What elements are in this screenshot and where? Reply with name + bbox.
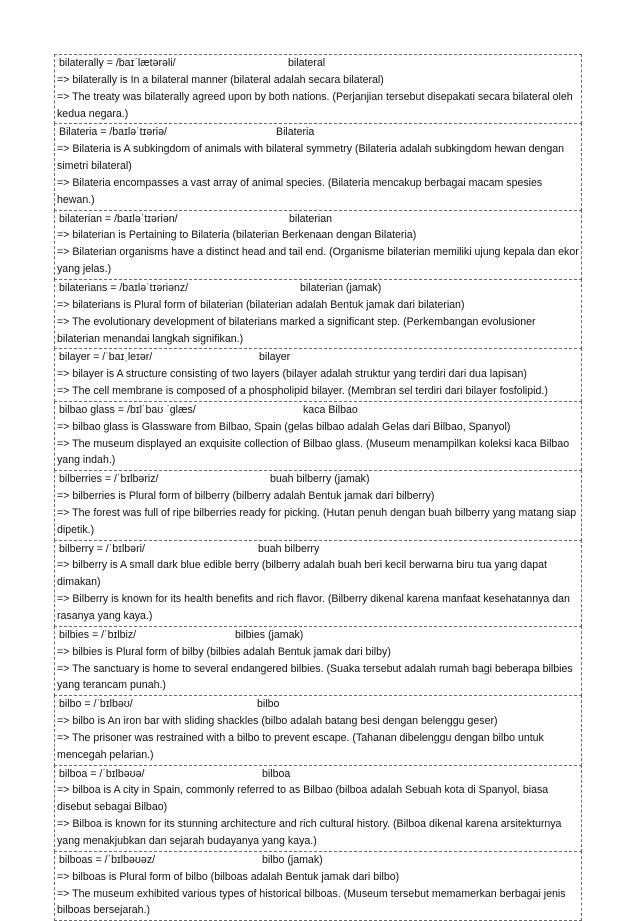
dictionary-entry <box>54 851 582 921</box>
entry-translation: kaca Bilbao <box>303 403 358 416</box>
entry-headword-pronunciation: bilbies = /ˈbɪlbiz/ <box>59 628 137 641</box>
entry-headword-pronunciation: bilboas = /ˈbɪlbəʊəz/ <box>59 853 156 866</box>
entry-header <box>57 55 579 72</box>
entry-translation: bilbo <box>257 698 280 711</box>
entry-headword-pronunciation: bilberry = /ˈbɪlbəri/ <box>59 542 145 555</box>
entry-definition: => bilaterian is Pertaining to Bilateria (bilaterian Berkenaan dengan Bilateria) <box>57 229 417 242</box>
entry-translation: bilaterian (jamak) <box>300 281 382 294</box>
entry-example-sentence: => The prisoner was restrained with a bilbo to prevent escape. (Tahanan dibelenggu dengan bilbo untuk mencegah pelarian.) <box>57 731 544 761</box>
entry-header <box>57 124 579 141</box>
entry-headword-pronunciation: bilaterians = /baɪləˈtɪəriənz/ <box>59 281 189 294</box>
entry-translation: bilateral <box>288 57 326 69</box>
entry-header <box>57 627 579 644</box>
dictionary-entry-list <box>54 55 582 921</box>
entry-example-sentence: => The evolutionary development of bilaterians marked a significant step. (Perkembangan evolusioner bilaterian menandai langkah signifikan.) <box>57 315 536 345</box>
entry-definition: => bilaterians is Plural form of bilaterian (bilaterian adalah Bentuk jamak dari bilaterian) <box>57 298 465 311</box>
entry-translation: Bilateria <box>276 126 315 139</box>
entry-definition: => bilboas is Plural form of bilbo (bilboas adalah Bentuk jamak dari bilbo) <box>57 870 400 883</box>
entry-header <box>57 211 579 228</box>
entry-headword-pronunciation: bilbao glass = /bɪlˈbaʊ ˈɡlæs/ <box>59 403 196 416</box>
dictionary-entry <box>54 695 582 765</box>
entry-header <box>57 696 579 713</box>
dictionary-entry <box>54 210 582 280</box>
entry-example-sentence: => The forest was full of ripe bilberries ready for picking. (Hutan penuh dengan buah bilberry yang matang siap dipetik.) <box>57 506 577 536</box>
entry-example-sentence: => Bilboa is known for its stunning architecture and rich cultural history. (Bilboa dikenal karena arsitekturnya yang menakjubkan dan sejarah budayanya yang kaya.) <box>57 818 562 847</box>
dictionary-entry <box>54 401 582 471</box>
entry-header <box>57 541 579 558</box>
entry-headword-pronunciation: bilberries = /ˈbɪlbəriz/ <box>59 473 159 486</box>
entry-headword-pronunciation: bilbo = /ˈbɪlbəʊ/ <box>59 698 133 711</box>
entry-headword-pronunciation: Bilateria = /baɪləˈtɪəriə/ <box>59 126 167 139</box>
dictionary-entry <box>54 470 582 540</box>
entry-example-sentence: => Bilaterian organisms have a distinct head and tail end. (Organisme bilaterian memiliki ujung kepala dan ekor yang jelas.) <box>57 246 579 276</box>
entry-header <box>57 402 579 419</box>
dictionary-entry <box>54 123 582 210</box>
entry-example-sentence: => The sanctuary is home to several endangered bilbies. (Suaka tersebut adalah rumah bagi beberapa bilbies yang terancam punah.) <box>57 662 573 692</box>
entry-example-sentence: => The museum displayed an exquisite collection of Bilbao glass. (Museum menampilkan koleksi kaca Bilbao yang indah.) <box>57 437 570 467</box>
entry-example-sentence: => Bilateria encompasses a vast array of animal species. (Bilateria mencakup berbagai macam spesies hewan.) <box>57 176 543 206</box>
entry-example-sentence: => The museum exhibited various types of historical bilboas. (Museum tersebut memamerkan berbagai jenis bilboas bersejarah.) <box>57 887 566 917</box>
entry-definition: => bilayer is A structure consisting of two layers (bilayer adalah struktur yang terdiri dari dua lapisan) <box>57 368 527 381</box>
dictionary-entry <box>54 348 582 402</box>
entry-header <box>57 471 579 488</box>
entry-headword-pronunciation: bilaterian = /baɪləˈtɪəriən/ <box>59 212 178 225</box>
entry-translation: bilboa <box>262 767 291 780</box>
entry-translation: bilbies (jamak) <box>235 628 304 641</box>
entry-header <box>57 280 579 297</box>
dictionary-entry <box>54 54 582 124</box>
entry-header <box>57 852 579 869</box>
entry-definition: => bilberry is A small dark blue edible berry (bilberry adalah buah beri kecil berwarna biru tua yang dapat dimakan) <box>57 559 547 589</box>
entry-definition: => bilberries is Plural form of bilberry (bilberry adalah Bentuk jamak dari bilberry) <box>57 490 435 503</box>
entry-header <box>57 349 579 366</box>
entry-headword-pronunciation: bilboa = /ˈbɪlbəʊə/ <box>59 767 145 780</box>
entry-definition: => Bilateria is A subkingdom of animals with bilateral symmetry (Bilateria adalah subkingdom hewan dengan simetri bilateral) <box>57 143 565 173</box>
dictionary-entry <box>54 279 582 349</box>
entry-header <box>57 766 579 783</box>
entry-translation: buah bilberry <box>258 542 320 555</box>
dictionary-entry <box>54 765 582 852</box>
entry-example-sentence: => The cell membrane is composed of a phospholipid bilayer. (Membran sel terdiri dari bilayer fosfolipid.) <box>57 385 548 398</box>
entry-definition: => bilbies is Plural form of bilby (bilbies adalah Bentuk jamak dari bilby) <box>57 645 391 658</box>
entry-example-sentence: => Bilberry is known for its health benefits and rich flavor. (Bilberry dikenal karena manfaat kesehatannya dan rasanya yang kaya.) <box>57 593 570 622</box>
dictionary-entry <box>54 540 582 627</box>
entry-headword-pronunciation: bilaterally = /baɪˈlætərəli/ <box>59 57 176 69</box>
entry-definition: => bilbao glass is Glassware from Bilbao, Spain (gelas bilbao adalah Gelas dari Bilbao, Spanyol) <box>57 420 511 433</box>
entry-headword-pronunciation: bilayer = /ˈbaɪˌleɪər/ <box>59 351 153 364</box>
entry-translation: bilayer <box>259 351 291 364</box>
entry-definition: => bilboa is A city in Spain, commonly referred to as Bilbao (bilboa adalah Sebuah kota di Spanyol, biasa disebut sebagai Bilbao) <box>57 784 549 814</box>
entry-translation: buah bilberry (jamak) <box>270 473 370 486</box>
entry-example-sentence: => The treaty was bilaterally agreed upon by both nations. (Perjanjian tersebut disepakati secara bilateral oleh kedua negara.) <box>57 90 573 120</box>
entry-translation: bilaterian <box>289 212 332 225</box>
entry-translation: bilbo (jamak) <box>262 853 323 866</box>
entry-definition: => bilaterally is In a bilateral manner (bilateral adalah secara bilateral) <box>57 73 384 86</box>
dictionary-entry <box>54 626 582 696</box>
entry-definition: => bilbo is An iron bar with sliding shackles (bilbo adalah batang besi dengan belenggu geser) <box>57 715 498 728</box>
